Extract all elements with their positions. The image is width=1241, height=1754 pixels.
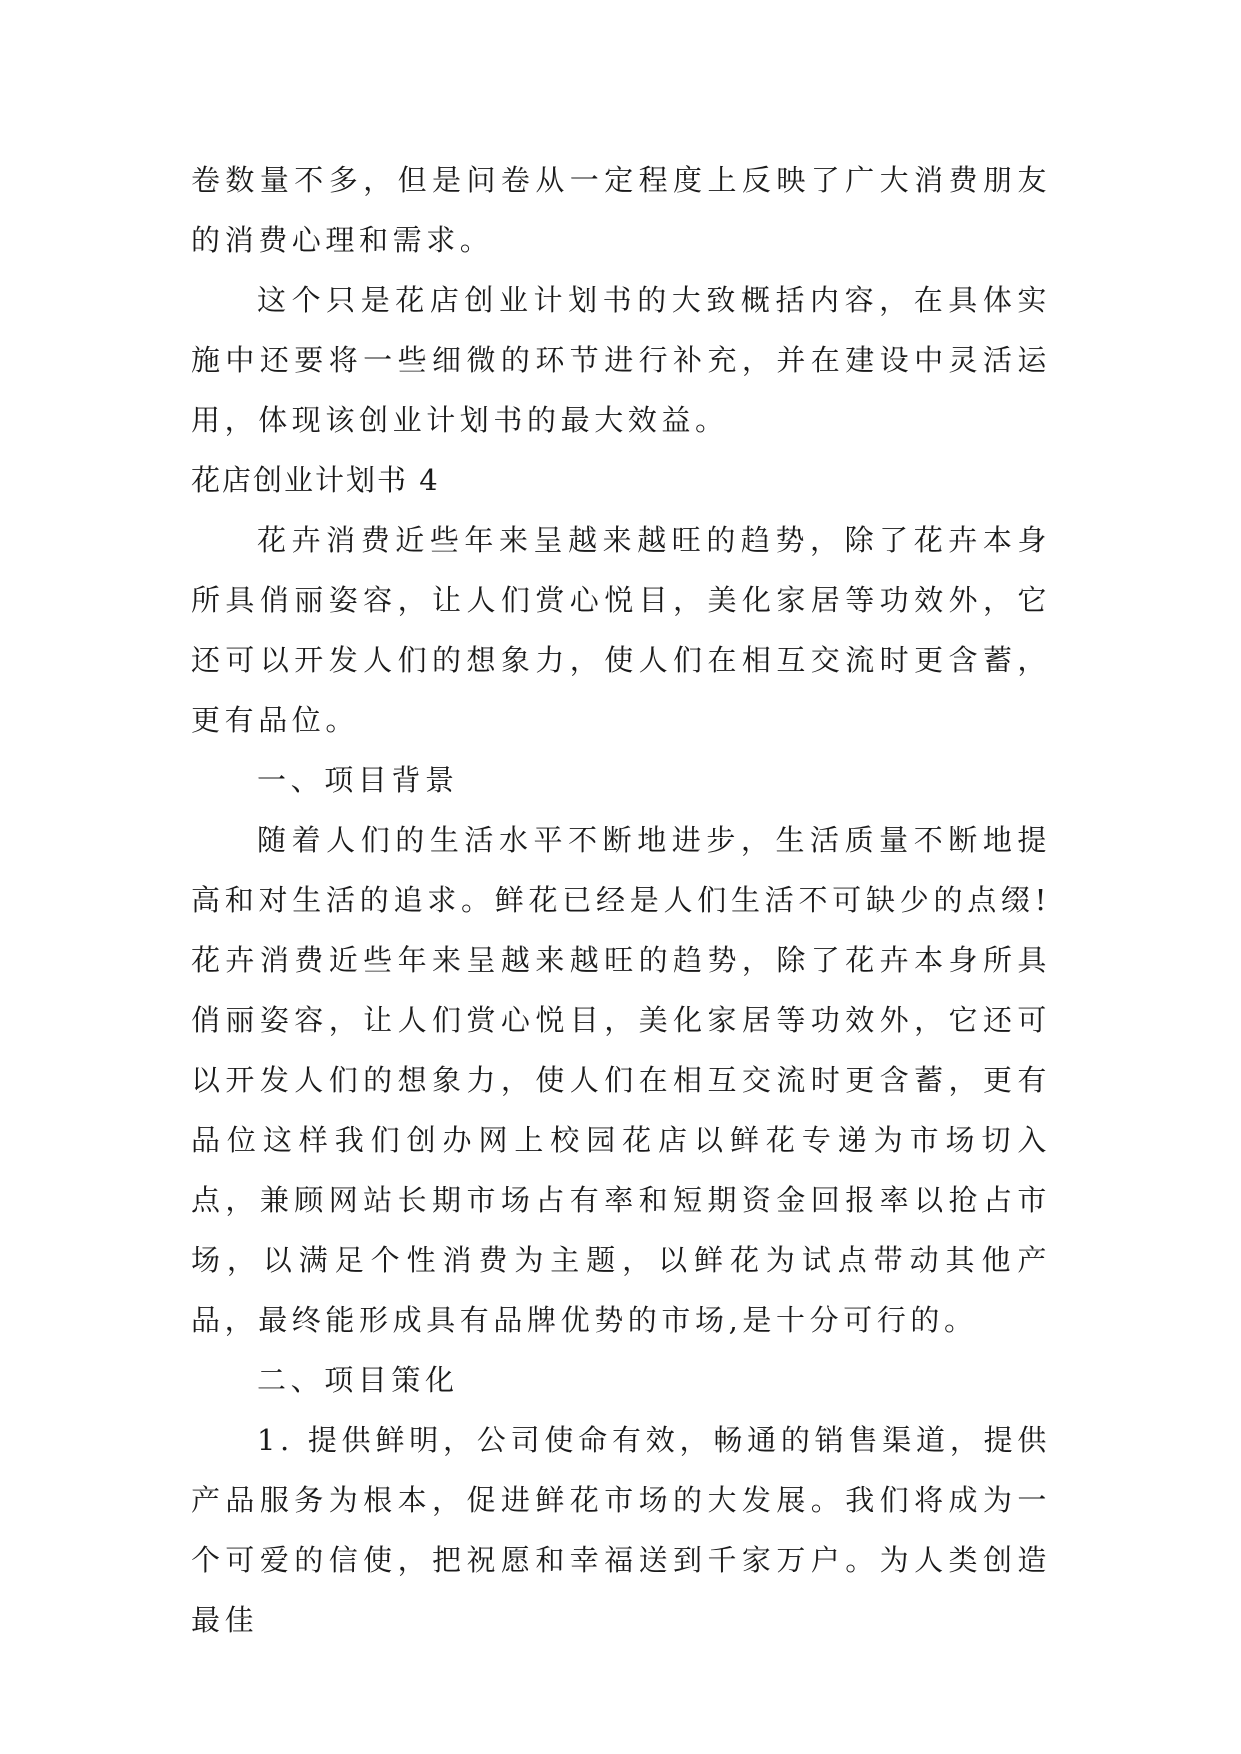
heading-project-background: 一、项目背景 (257, 763, 459, 797)
paragraph-background: 随着人们的生活水平不断地进步，生活质量不断地提高和对生活的追求。鲜花已经是人们生活不可缺少的点缀!花卉消费近些年来呈越来越旺的趋势，除了花卉本身所具俏丽姿容，让人们赏心悦目，美化家居等功效外，它还可以开发人们的想象力，使人们在相互交流时更含蓄，更有品位这样我们创办网上校园花店以鲜花专递为市场切入点，兼顾网站长期市场占有率和短期资金回报率以抢占市场，以满足个性消费为主题，以鲜花为试点带动其他产品，最终能形成具有品牌优势的市场,是十分可行的。 (191, 823, 1051, 1337)
paragraph-planning-item-1: 1. 提供鲜明，公司使命有效，畅通的销售渠道，提供产品服务为根本，促进鲜花市场的大发展。我们将成为一个可爱的信使，把祝愿和幸福送到千家万户。为人类创造最佳 (191, 1423, 1051, 1637)
heading-project-planning: 二、项目策化 (257, 1363, 459, 1397)
paragraph-intro: 花卉消费近些年来呈越来越旺的趋势，除了花卉本身所具俏丽姿容，让人们赏心悦目，美化家居等功效外，它还可以开发人们的想象力，使人们在相互交流时更含蓄，更有品位。 (191, 523, 1051, 737)
section-title: 花店创业计划书 4 (191, 463, 440, 497)
paragraph-summary: 这个只是花店创业计划书的大致概括内容，在具体实施中还要将一些细微的环节进行补充，并在建设中灵活运用，体现该创业计划书的最大效益。 (191, 283, 1051, 437)
document-body (191, 150, 1051, 1650)
paragraph-continuation: 卷数量不多，但是问卷从一定程度上反映了广大消费朋友的消费心理和需求。 (191, 163, 1051, 257)
